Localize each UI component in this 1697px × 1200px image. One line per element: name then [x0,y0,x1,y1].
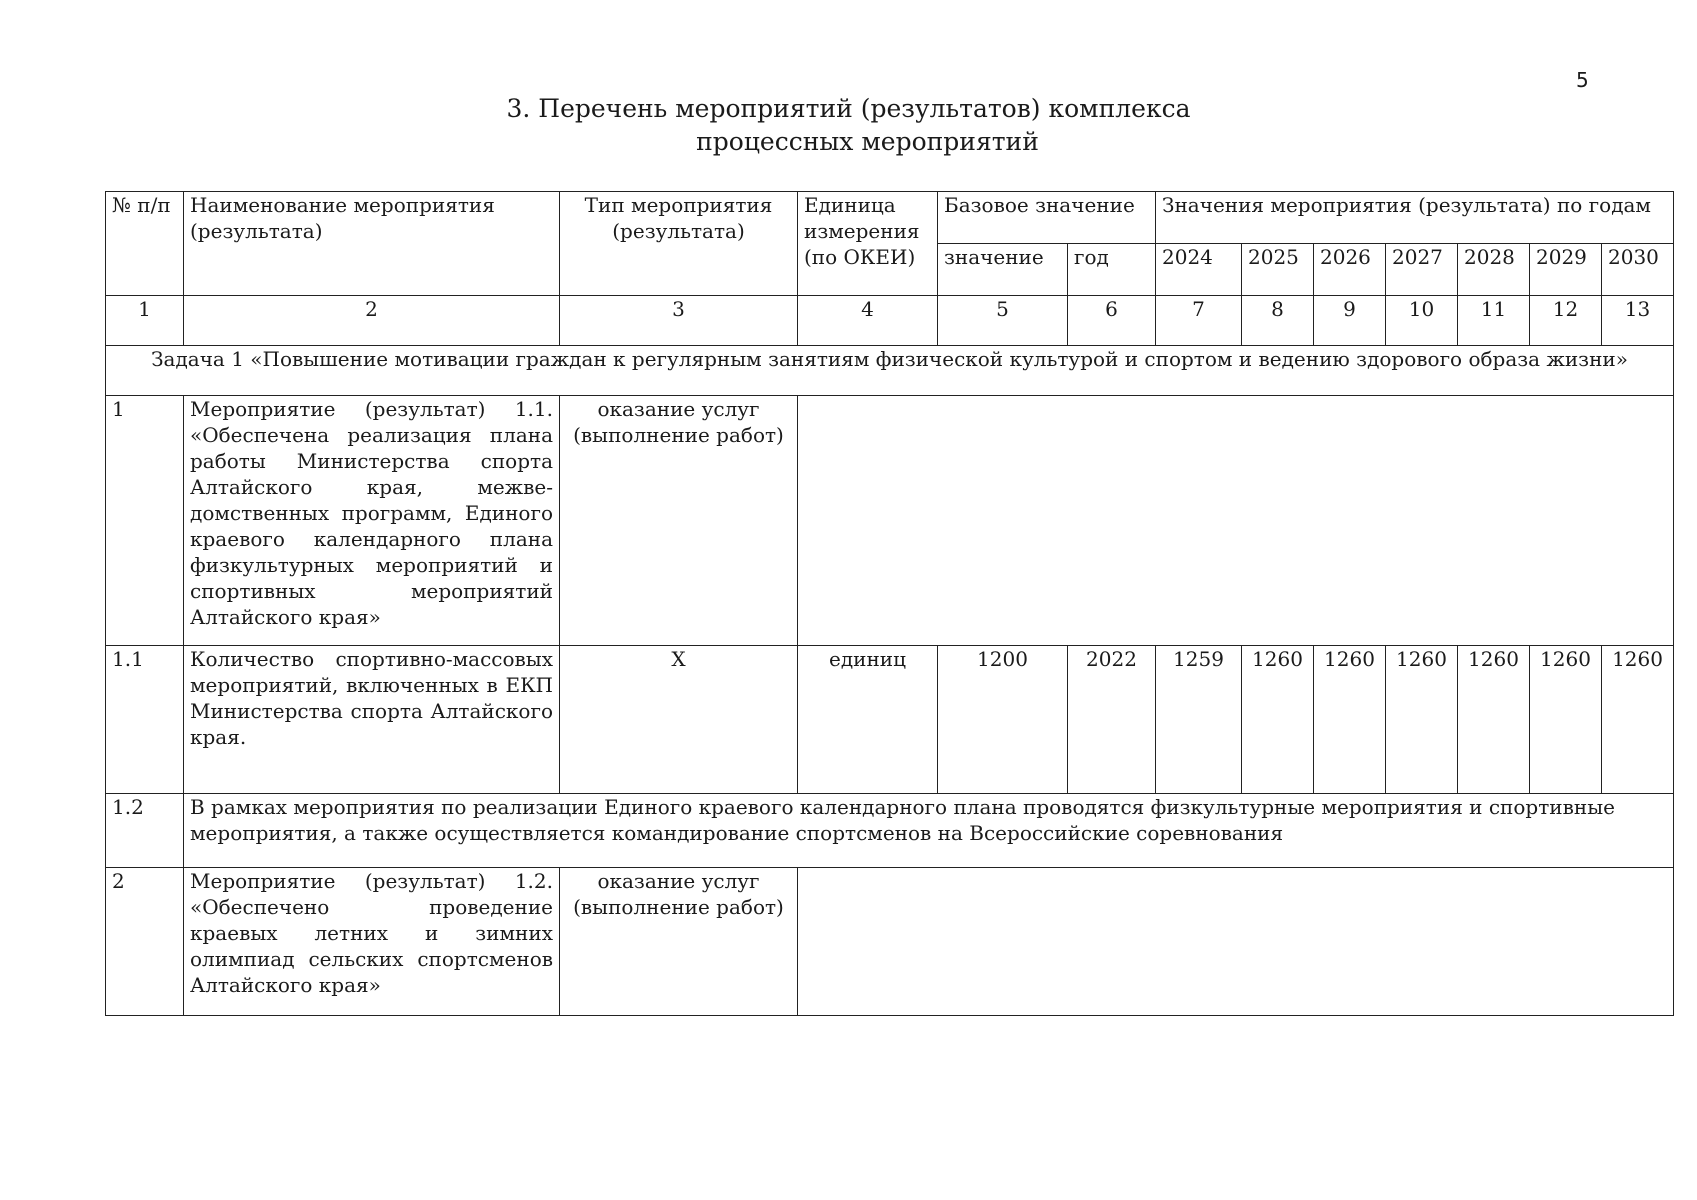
indicator-unit: единиц [798,646,938,794]
title-line-2: процессных мероприятий [696,127,1039,156]
header-base-year: год [1068,244,1156,296]
column-number: 4 [798,296,938,346]
table-row [106,396,1674,646]
header-year: 2026 [1314,244,1386,296]
page-number: 5 [1576,68,1589,92]
header-type: Тип мероприятия (результата) [560,192,798,296]
column-number: 10 [1386,296,1458,346]
column-number: 9 [1314,296,1386,346]
year-value: 1260 [1242,646,1314,794]
event-type: оказание услуг (выполнение работ) [560,868,798,1016]
column-number: 8 [1242,296,1314,346]
header-unit: Единица измерения (по ОКЕИ) [798,192,938,296]
column-number: 2 [184,296,560,346]
column-number: 7 [1156,296,1242,346]
row-number: 1.1 [106,646,184,794]
column-number: 3 [560,296,798,346]
header-num: № п/п [106,192,184,296]
year-value: 1260 [1458,646,1530,794]
header-year: 2029 [1530,244,1602,296]
column-numbers-row [106,296,1674,346]
header-year: 2025 [1242,244,1314,296]
column-number: 11 [1458,296,1530,346]
events-table [105,191,1674,1016]
table-row [106,646,1674,794]
base-year: 2022 [1068,646,1156,794]
row-number: 2 [106,868,184,1016]
header-name: Наименование мероприятия (результата) [184,192,560,296]
year-value: 1259 [1156,646,1242,794]
header-year: 2030 [1602,244,1674,296]
indicator-name: Количество спортивно-массовых мероприятий, включенных в ЕКП Министерства спорта Алтайского края. [184,646,560,794]
table-row [106,868,1674,1016]
header-base-value: значение [938,244,1068,296]
year-value: 1260 [1386,646,1458,794]
year-value: 1260 [1602,646,1674,794]
column-number: 6 [1068,296,1156,346]
row-number: 1.2 [106,794,184,868]
column-number: 12 [1530,296,1602,346]
column-number: 13 [1602,296,1674,346]
empty-values-cell [798,868,1674,1016]
header-year: 2027 [1386,244,1458,296]
column-number: 1 [106,296,184,346]
year-value: 1260 [1314,646,1386,794]
row-description: В рамках мероприятия по реализации Единого краевого календарного плана проводятся физкультурные мероприятия и спортивные мероприятия, а также осуществляется командирование спортсменов на Всероссийские соревнования [184,794,1674,868]
table-row [106,794,1674,868]
year-value: 1260 [1530,646,1602,794]
header-year: 2024 [1156,244,1242,296]
task-row [106,346,1674,396]
event-name: Мероприятие (результат) 1.1. «Обеспечена реализация плана работы Министерства спорта Алтайского края, межве-домственных программ, Единого краевого календарного плана физкультурных мероприятий и спортивных мероприятий Алтайского края» [184,396,560,646]
base-value: 1200 [938,646,1068,794]
row-number: 1 [106,396,184,646]
title-line-1: 3. Перечень мероприятий (результатов) комплекса [506,94,1191,123]
header-years-group: Значения мероприятия (результата) по годам [1156,192,1674,244]
column-number: 5 [938,296,1068,346]
header-year: 2028 [1458,244,1530,296]
header-base: Базовое значение [938,192,1156,244]
header-row-1 [106,192,1674,244]
empty-values-cell [798,396,1674,646]
event-name: Мероприятие (результат) 1.2. «Обеспечено проведение краевых летних и зимних олимпиад сельских спортсменов Алтайского края» [184,868,560,1016]
indicator-type: Х [560,646,798,794]
task-heading: Задача 1 «Повышение мотивации граждан к регулярным занятиям физической культурой и спортом и ведению здорового образа жизни» [106,346,1674,396]
event-type: оказание услуг (выполнение работ) [560,396,798,646]
page-title [0,92,1697,158]
